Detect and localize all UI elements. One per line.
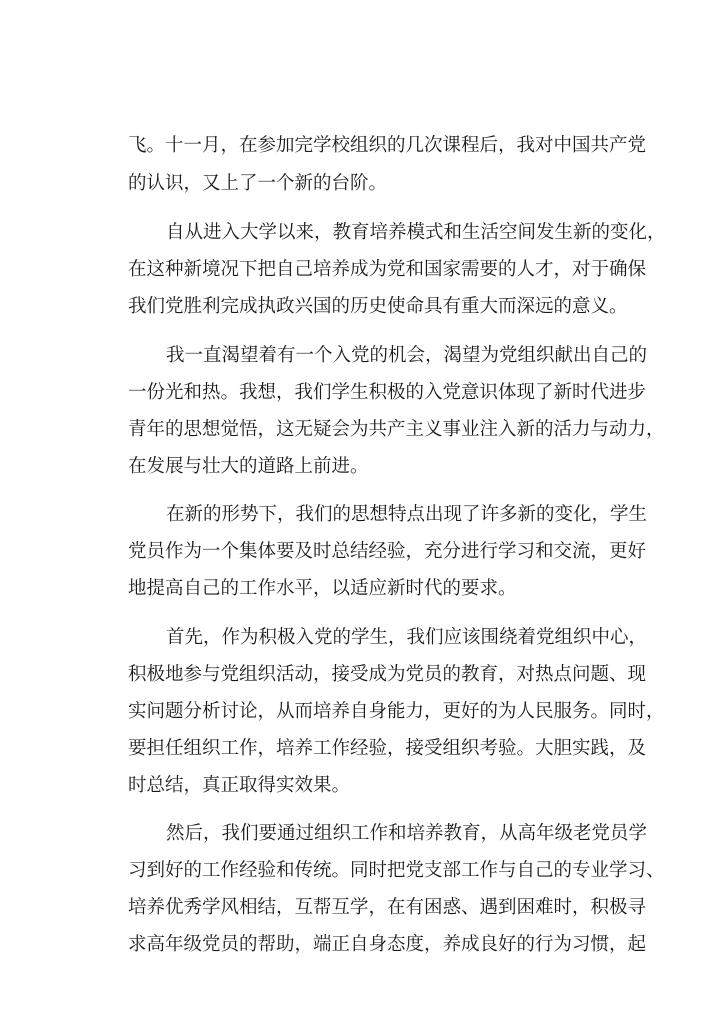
text-line: 青年的思想觉悟，这无疑会为共产主义事业注入新的活力与动力， <box>128 419 665 440</box>
text-line: 我们党胜利完成执政兴国的历史使命具有重大而深远的意义。 <box>128 296 628 317</box>
text-line: 习到好的工作经验和传统。同时把党支部工作与自己的专业学习、 <box>128 860 665 881</box>
paragraph-start-line: 首先，作为积极入党的学生，我们应该围绕着党组织中心， <box>166 627 648 648</box>
text-line: 求高年级党员的帮助，端正自身态度，养成良好的行为习惯，起 <box>128 934 647 955</box>
text-line: 地提高自己的工作水平，以适应新时代的要求。 <box>128 578 517 599</box>
text-line: 一份光和热。我想，我们学生积极的入党意识体现了新时代进步 <box>128 382 647 403</box>
text-line: 的认识，又上了一个新的台阶。 <box>128 173 388 194</box>
text-line: 积极地参与党组织活动，接受成为党员的教育，对热点问题、现 <box>128 664 647 685</box>
text-line: 在这种新境况下把自己培养成为党和国家需要的人才，对于确保 <box>128 259 647 280</box>
text-line: 实问题分析讨论，从而培养自身能力，更好的为人民服务。同时， <box>128 701 665 722</box>
paragraph-start-line: 我一直渴望着有一个入党的机会，渴望为党组织献出自己的 <box>166 345 648 366</box>
paragraph-start-line: 自从进入大学以来，教育培养模式和生活空间发生新的变化， <box>166 222 666 243</box>
text-line: 培养优秀学风相结，互帮互学，在有困惑、遇到困难时，积极寻 <box>128 897 647 918</box>
text-line: 时总结，真正取得实效果。 <box>128 775 351 796</box>
text-line: 在发展与壮大的道路上前进。 <box>128 456 369 477</box>
paragraph-start-line: 在新的形势下，我们的思想特点出现了许多新的变化，学生 <box>166 504 648 525</box>
text-line: 飞。十一月，在参加完学校组织的几次课程后，我对中国共产党 <box>128 135 647 156</box>
paragraph-start-line: 然后，我们要通过组织工作和培养教育，从高年级老党员学 <box>166 823 648 844</box>
text-line: 党员作为一个集体要及时总结经验，充分进行学习和交流，更好 <box>128 541 647 562</box>
text-line: 要担任组织工作，培养工作经验，接受组织考验。大胆实践，及 <box>128 738 647 759</box>
